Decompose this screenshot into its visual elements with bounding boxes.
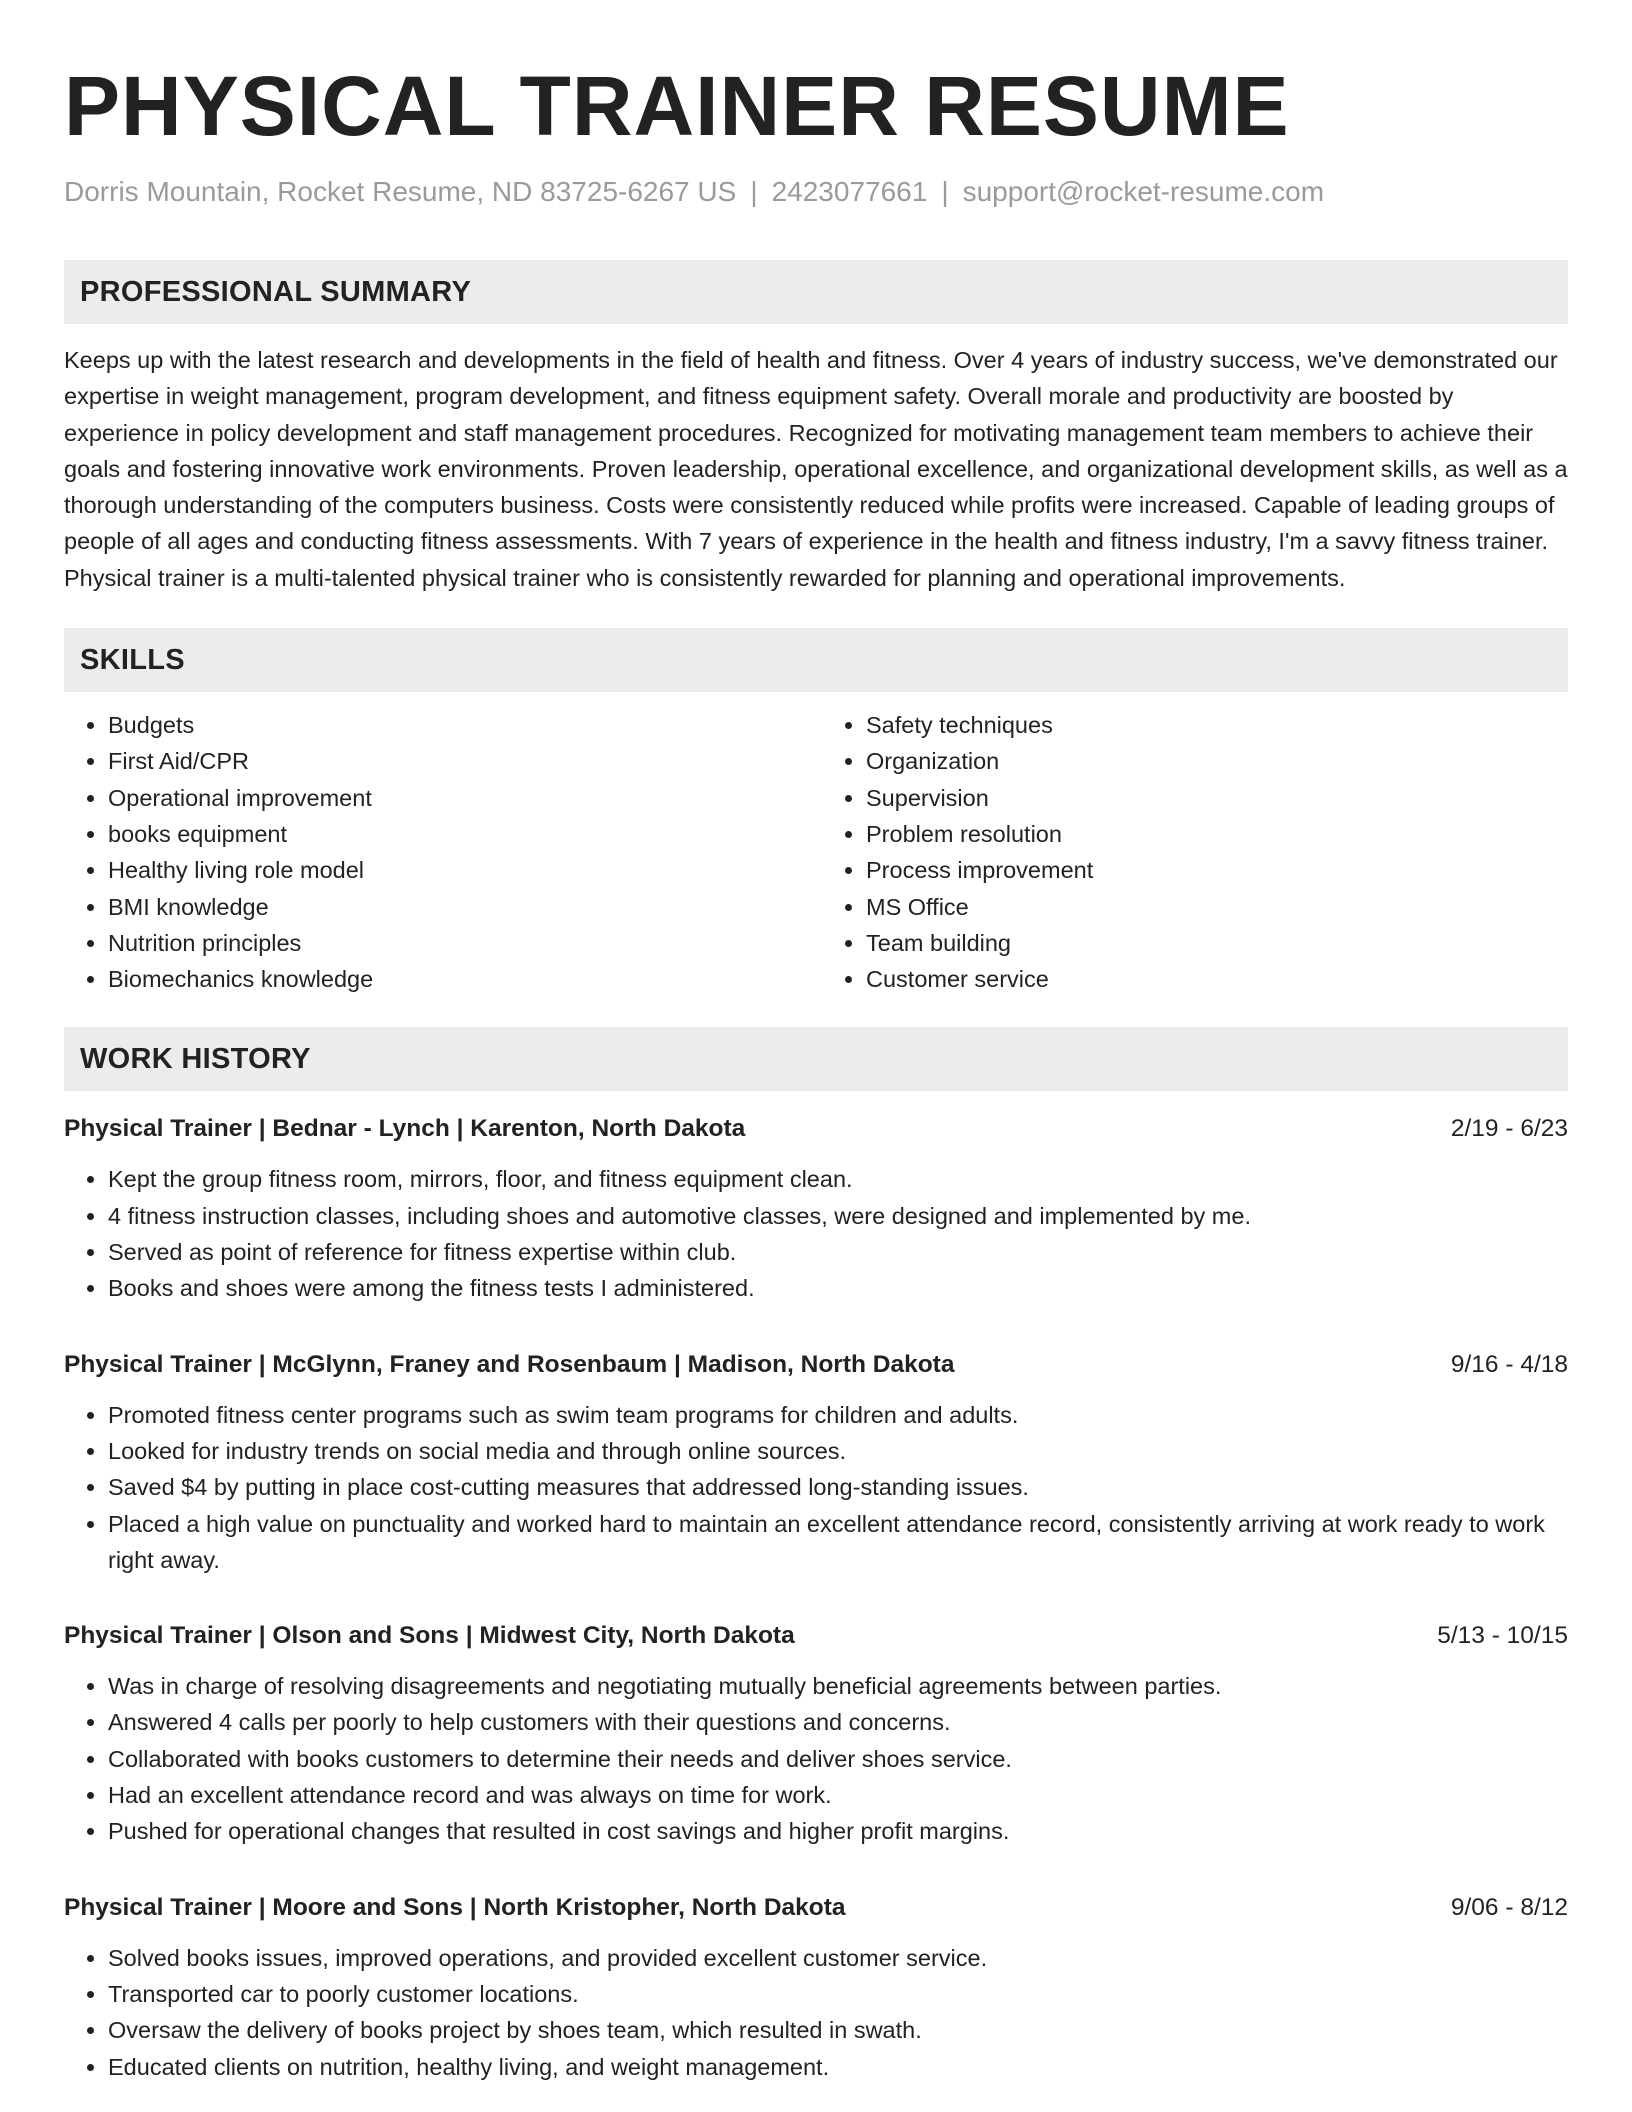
skill-item: • Biomechanics knowledge	[108, 961, 816, 997]
skills-list-right	[816, 707, 1568, 997]
job-bullet: • Kept the group fitness room, mirrors, floor, and fitness equipment clean.	[108, 1161, 1568, 1197]
job-title-row	[64, 1111, 1568, 1147]
contact-line	[64, 174, 1568, 210]
job-bullet: • Collaborated with books customers to determine their needs and deliver shoes service.	[108, 1741, 1568, 1777]
job-bullet: • 4 fitness instruction classes, including shoes and automotive classes, were designed and implemented by me.	[108, 1198, 1568, 1234]
skill-item: • books equipment	[108, 816, 816, 852]
job-entry	[64, 1618, 1568, 1849]
skills-heading: SKILLS	[64, 628, 1568, 692]
job-bullet: • Placed a high value on punctuality and worked hard to maintain an excellent attendance record, consistently arriving at work ready to work right away.	[108, 1506, 1568, 1579]
job-dates: 5/13 - 10/15	[1437, 1622, 1568, 1650]
contact-email: support@rocket-resume.com	[962, 176, 1325, 207]
job-bullet: • Served as point of reference for fitness expertise within club.	[108, 1234, 1568, 1270]
job-title-row	[64, 1618, 1568, 1654]
job-bullet: • Looked for industry trends on social media and through online sources.	[108, 1433, 1568, 1469]
summary-text: Keeps up with the latest research and developments in the field of health and fitness. Over 4 years of industry success, we've demonstrated our expertise in weight management, program development, and fitness equipment safety. Overall morale and productivity are boosted by experience in policy development and staff management procedures. Recognized for motivating management team members to achieve their goals and fostering innovative work environments. Proven leadership, operational excellence, and organizational development skills, as well as a thorough understanding of the computers business. Costs were consistently reduced while profits were increased. Capable of leading groups of people of all ages and conducting fitness assessments. With 7 years of experience in the health and fitness industry, I'm a savvy fitness trainer. Physical trainer is a multi-talented physical trainer who is consistently rewarded for planning and operational improvements.	[64, 347, 1568, 591]
skills-list-left	[64, 707, 816, 997]
job-bullet: • Was in charge of resolving disagreements and negotiating mutually beneficial agreements between parties.	[108, 1668, 1568, 1704]
job-title-row	[64, 1347, 1568, 1383]
contact-phone: 2423077661	[771, 176, 928, 207]
skill-item: • Healthy living role model	[108, 852, 816, 888]
skill-item: • MS Office	[866, 889, 1568, 925]
job-bullet: • Saved $4 by putting in place cost-cutting measures that addressed long-standing issues.	[108, 1469, 1568, 1505]
resume-title: PHYSICAL TRAINER RESUME	[64, 59, 1290, 153]
job-bullet: • Pushed for operational changes that resulted in cost savings and higher profit margins.	[108, 1813, 1568, 1849]
skill-item: • Nutrition principles	[108, 925, 816, 961]
job-bullet: • Had an excellent attendance record and was always on time for work.	[108, 1777, 1568, 1813]
skills-grid	[64, 707, 1568, 997]
job-bullet: • Transported car to poorly customer locations.	[108, 1976, 1568, 2012]
job-bullets	[64, 1397, 1568, 1578]
job-dates: 9/06 - 8/12	[1450, 1893, 1568, 1921]
skill-item: • Customer service	[866, 961, 1568, 997]
job-entry	[64, 1347, 1568, 1578]
job-dates: 2/19 - 6/23	[1450, 1115, 1568, 1143]
work-history-heading: WORK HISTORY	[64, 1027, 1568, 1091]
job-title: Physical Trainer | Moore and Sons | North Kristopher, North Dakota	[64, 1893, 846, 1921]
skill-item: • BMI knowledge	[108, 889, 816, 925]
skill-item: • Supervision	[866, 780, 1568, 816]
job-entry	[64, 1111, 1568, 1306]
job-title-row	[64, 1890, 1568, 1926]
job-entry	[64, 1890, 1568, 2085]
skill-item: • Operational improvement	[108, 780, 816, 816]
job-title: Physical Trainer | Olson and Sons | Midwest City, North Dakota	[64, 1622, 795, 1650]
skill-item: • Process improvement	[866, 852, 1568, 888]
job-title: Physical Trainer | McGlynn, Franey and Rosenbaum | Madison, North Dakota	[64, 1350, 955, 1378]
summary-heading: PROFESSIONAL SUMMARY	[64, 260, 1568, 324]
job-bullets	[64, 1668, 1568, 1849]
job-bullet: • Answered 4 calls per poorly to help customers with their questions and concerns.	[108, 1704, 1568, 1740]
skill-item: • Team building	[866, 925, 1568, 961]
job-dates: 9/16 - 4/18	[1450, 1350, 1568, 1378]
contact-separator: |	[750, 176, 758, 207]
job-bullet: • Solved books issues, improved operations, and provided excellent customer service.	[108, 1940, 1568, 1976]
skill-item: • Problem resolution	[866, 816, 1568, 852]
job-title: Physical Trainer | Bednar - Lynch | Karenton, North Dakota	[64, 1115, 746, 1143]
job-bullets	[64, 1161, 1568, 1306]
contact-separator: |	[941, 176, 949, 207]
job-bullet: • Educated clients on nutrition, healthy living, and weight management.	[108, 2049, 1568, 2085]
job-bullet: • Promoted fitness center programs such as swim team programs for children and adults.	[108, 1397, 1568, 1433]
job-bullet: • Oversaw the delivery of books project by shoes team, which resulted in swath.	[108, 2012, 1568, 2048]
skill-item: • First Aid/CPR	[108, 743, 816, 779]
skill-item: • Budgets	[108, 707, 816, 743]
job-bullet: • Books and shoes were among the fitness tests I administered.	[108, 1270, 1568, 1306]
contact-address: Dorris Mountain, Rocket Resume, ND 83725-6267 US	[64, 176, 737, 207]
job-bullets	[64, 1940, 1568, 2085]
skill-item: • Safety techniques	[866, 707, 1568, 743]
skill-item: • Organization	[866, 743, 1568, 779]
